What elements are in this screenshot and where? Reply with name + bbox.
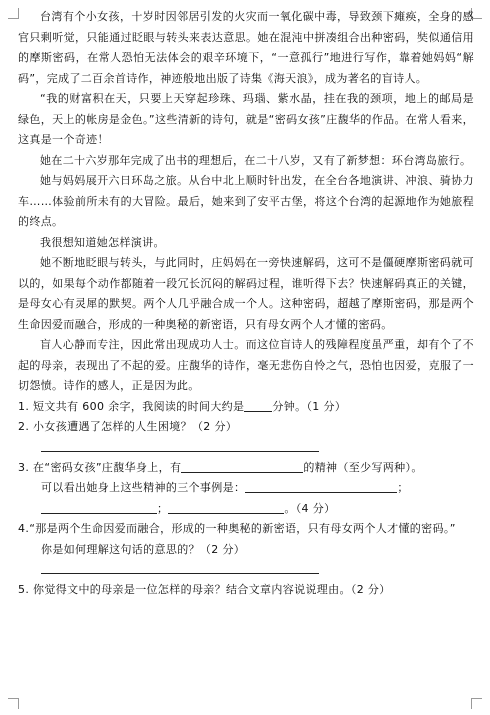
question-4: 4.“那是两个生命因爱而融合，形成的一种奥秘的新密语，只有母女两个人才懂的密码。” [18, 522, 456, 535]
passage-paragraph-5: 我很想知道她怎样演讲。 [40, 235, 165, 249]
question-1-answer-blank[interactable] [244, 400, 272, 412]
question-3-suffix: 的精神（至少写两种）。 [303, 460, 423, 474]
question-3-prefix: 3. 在“密码女孩”庄馥华身上，有 [18, 460, 182, 474]
question-4-answer-line[interactable] [41, 566, 319, 574]
passage-paragraph-6: 她不断地眨眼与转头，与此同时，庄妈妈在一旁快速解码，这可不是僵硬摩斯密码就可以的，如果每个动作都随着一段冗长沉闷的解码过程，谁听得下去？快速解码真正的关键，是母女心有灵犀的默契。两个人几乎融合成一个人。这种密码，超越了摩斯密码，那是两个生命因爱而融合，形成的一种奥秘的新密语，只有母女两个人才懂的密码。 [18, 256, 474, 331]
question-3-examples-line-2 [18, 499, 474, 520]
question-2-answer-line[interactable] [41, 444, 319, 452]
question-2: 2. 小女孩遭遇了怎样的人生困境？（2 分） [18, 420, 238, 433]
passage-paragraph-3: 她在二十六岁那年完成了出书的理想后，在二十八岁，又有了新梦想：环台湾岛旅行。 [40, 153, 472, 167]
question-1-prefix: 1. 短文共有 600 余字，我阅读的时间大约是 [18, 399, 245, 413]
question-3-spirit-blank[interactable] [181, 461, 303, 473]
question-3-example-blank-1[interactable] [245, 481, 397, 493]
question-3-examples-prompt: 可以看出她身上这些精神的三个事例是： [41, 481, 246, 494]
question-3-example-blank-2[interactable] [41, 502, 157, 514]
question-1 [18, 397, 474, 418]
page-corner-mark-bottom-right [471, 698, 482, 709]
question-3 [18, 458, 474, 479]
passage-paragraph-2: “我的财富积在天，只要上天穿起珍珠、玛瑙、紫水晶，挂在我的颈项，地上的邮局是绿色，天上的帐房是金色。”这些清新的诗句，就是“密码女孩”庄馥华的作品。在常人看来，这真是一个奇迹！ [18, 92, 474, 146]
question-5: 5. 你觉得文中的母亲是一位怎样的母亲？结合文章内容说说理由。（2 分） [18, 583, 391, 596]
question-3-examples-line [18, 478, 474, 499]
question-3-example-blank-3[interactable] [168, 502, 284, 514]
document-page [18, 7, 474, 601]
question-3-separator-1: ； [397, 481, 409, 494]
passage-paragraph-7: 盲人心静而专注，因此常出现成功人士。而这位盲诗人的残障程度虽严重，却有个了不起的母亲，表现出了不起的爱。庄馥华的诗作，毫无悲伤自怜之气，恐怕也因爱，克服了一切怨愤。诗作的感人，正是因为此。 [18, 338, 474, 392]
question-3-separator-2: ； [157, 501, 169, 515]
question-4-prompt: 你是如何理解这句话的意思的？（2 分） [41, 542, 246, 556]
page-corner-mark-bottom-left [8, 698, 19, 709]
passage-paragraph-4: 她与妈妈展开六日环岛之旅。从台中北上顺时针出发，在全台各地演讲、冲浪、骑协力车……体验前所未有的大冒险。最后，她来到了安平古堡，将这个台湾的起源地作为她旅程的终点。 [18, 174, 474, 228]
question-1-suffix: 分钟。（1 分） [272, 399, 347, 413]
passage-paragraph-1: 台湾有个小女孩，十岁时因邻居引发的火灾而一氧化碳中毒，导致颈下瘫痪，全身的感官只剩听觉，只能通过眨眼与转头来表达意思。她在混沌中拼凑组合出种密码，奘似通信用的摩斯密码，在常人恐怕无法体会的艰辛环境下，“一意孤行”地进行写作，靠着她妈妈“解码”，完成了二百余首诗作，神迹般地出版了诗集《海天浪》，成为著名的盲诗人。 [18, 10, 474, 85]
question-3-score: 。（4 分） [284, 501, 336, 515]
